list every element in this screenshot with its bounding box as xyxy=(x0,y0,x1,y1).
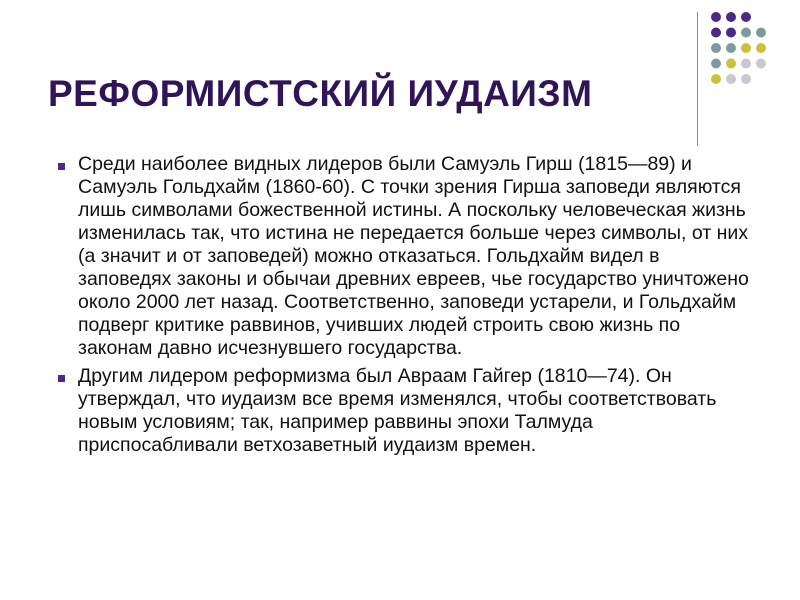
divider-line xyxy=(697,12,698,146)
decorative-dot xyxy=(741,59,751,69)
decorative-dot xyxy=(741,28,751,38)
decorative-dot xyxy=(726,74,736,84)
decorative-dot xyxy=(711,12,721,22)
decorative-dot xyxy=(711,74,721,84)
decorative-dot xyxy=(741,12,751,22)
decorative-dot xyxy=(711,43,721,53)
decorative-dot xyxy=(726,28,736,38)
square-bullet-icon xyxy=(58,375,65,382)
decorative-dot xyxy=(711,59,721,69)
bullet-text: Другим лидером реформизма был Авраам Гайгер (1810—74). Он утверждал, что иудаизм все время изменялся, чтобы соответствовать новым условиям; так, например раввины эпохи Талмуда приспосабливали ветхозаветный иудаизм времен. xyxy=(78,365,717,456)
decorative-dot xyxy=(726,43,736,53)
decorative-dot xyxy=(741,74,751,84)
decorative-dot xyxy=(756,28,766,38)
decorative-dot xyxy=(756,43,766,53)
slide-title: РЕФОРМИСТСКИЙ ИУДАИЗМ xyxy=(48,73,593,114)
decorative-dot xyxy=(741,43,751,53)
bullet-list xyxy=(58,153,758,462)
decorative-dot xyxy=(756,59,766,69)
square-bullet-icon xyxy=(58,163,65,170)
bullet-item xyxy=(58,365,758,457)
decorative-dot xyxy=(711,28,721,38)
bullet-text: Среди наиболее видных лидеров были Самуэль Гирш (1815—89) и Самуэль Гольдхайм (1860-60). С точки зрения Гирша заповеди являются лишь символами божественной истины. А поскольку человеческая жизнь изменилась так, что истина не передается больше через символы, от них (а значит и от заповедей) можно отказаться. Гольдхайм видел в заповедях законы и обычаи древних евреев, чье государство уничтожено около 2000 лет назад. Соответственно, заповеди устарели, и Гольдхайм подверг критике раввинов, учивших людей строить свою жизнь по законам давно исчезнувшего государства. xyxy=(78,153,749,359)
bullet-item xyxy=(58,153,758,360)
decorative-dot xyxy=(726,12,736,22)
decorative-dot xyxy=(726,59,736,69)
